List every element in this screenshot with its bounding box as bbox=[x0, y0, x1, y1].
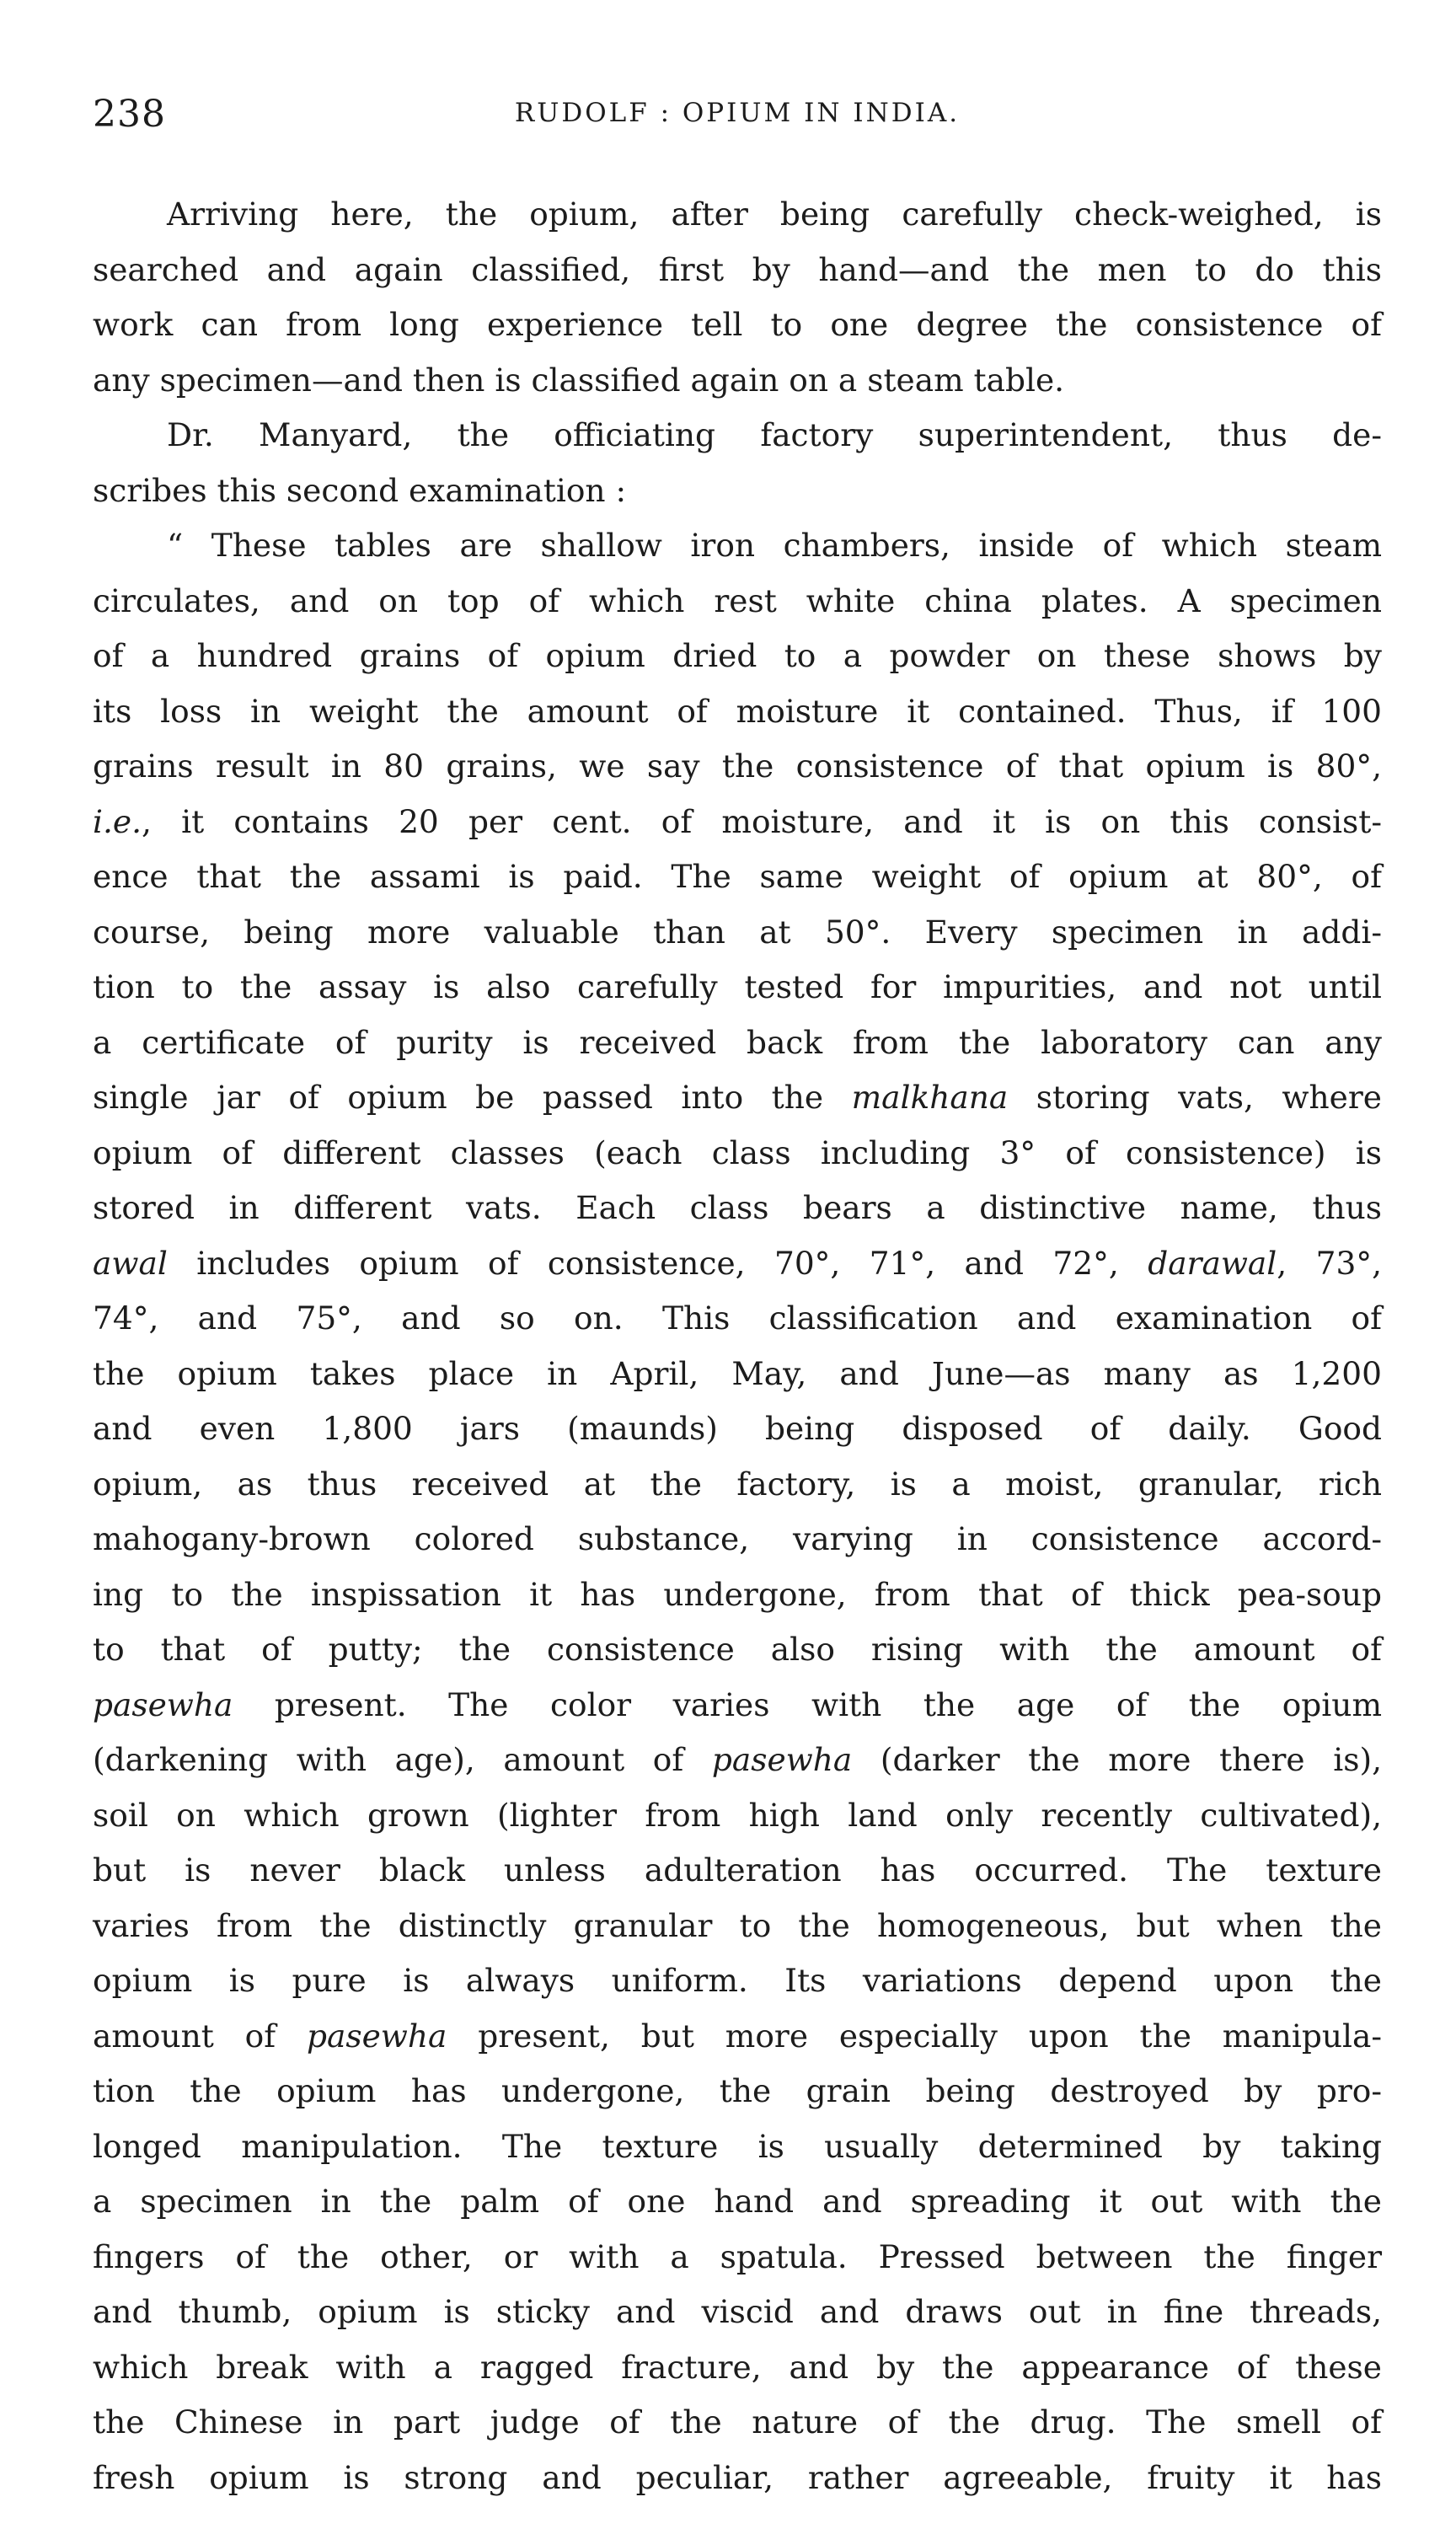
text-line: stored in different vats. Each class bears a distinctive name, thus bbox=[93, 1189, 1382, 1226]
text-line: of a hundred grains of opium dried to a powder on these shows by bbox=[93, 637, 1382, 674]
text-line: fresh opium is strong and peculiar, rather agreeable, fruity it has bbox=[93, 2458, 1382, 2496]
text-line: amount of pasewha present, but more especially upon the manipula- bbox=[93, 2017, 1382, 2055]
text-line: 74°, and 75°, and so on. This classification and examination of bbox=[93, 1299, 1382, 1337]
text-line: scribes this second examination : bbox=[93, 471, 627, 509]
text-line: opium, as thus received at the factory, is a moist, granular, rich bbox=[93, 1465, 1382, 1503]
text-line: fingers of the other, or with a spatula. Pressed between the finger bbox=[93, 2237, 1382, 2275]
text-line: grains result in 80 grains, we say the consistence of that opium is 80°, bbox=[93, 747, 1382, 785]
text-line: the Chinese in part judge of the nature of the drug. The smell of bbox=[93, 2403, 1382, 2441]
text-line: (darkening with age), amount of pasewha (darker the more there is), bbox=[93, 1741, 1382, 1778]
text-line: a certificate of purity is received back from the laboratory can any bbox=[93, 1023, 1382, 1061]
text-line: course, being more valuable than at 50°. Every specimen in addi- bbox=[93, 913, 1382, 951]
text-line: a specimen in the palm of one hand and spreading it out with the bbox=[93, 2183, 1382, 2220]
text-line: which break with a ragged fracture, and by the appearance of these bbox=[93, 2348, 1382, 2386]
text-line: its loss in weight the amount of moisture it contained. Thus, if 100 bbox=[93, 692, 1382, 730]
page-number: 238 bbox=[93, 93, 166, 136]
text-line: i.e., it contains 20 per cent. of moisture, and it is on this consist- bbox=[93, 802, 1382, 840]
text-line: ence that the assami is paid. The same weight of opium at 80°, of bbox=[93, 858, 1382, 895]
text-line: longed manipulation. The texture is usually determined by taking bbox=[93, 2127, 1382, 2165]
page-header bbox=[93, 93, 1382, 143]
text-line: circulates, and on top of which rest white china plates. A specimen bbox=[93, 581, 1382, 619]
running-head: RUDOLF : OPIUM IN INDIA. bbox=[514, 98, 961, 128]
text-line: and even 1,800 jars (maunds) being disposed of daily. Good bbox=[93, 1410, 1382, 1447]
text-line: “ These tables are shallow iron chambers, inside of which steam bbox=[167, 527, 1382, 564]
text-line: soil on which grown (lighter from high land only recently cultivated), bbox=[93, 1796, 1382, 1834]
text-line: and thumb, opium is sticky and viscid and draws out in fine threads, bbox=[93, 2293, 1382, 2330]
text-line: any specimen—and then is classified again on a steam table. bbox=[93, 361, 1065, 399]
text-line: mahogany-brown colored substance, varying in consistence accord- bbox=[93, 1520, 1382, 1557]
text-line: the opium takes place in April, May, and June—as many as 1,200 bbox=[93, 1354, 1382, 1392]
text-line: opium is pure is always uniform. Its variations depend upon the bbox=[93, 1962, 1382, 1999]
text-line: searched and again classified, first by hand—and the men to do this bbox=[93, 250, 1382, 288]
text-line: work can from long experience tell to one degree the consistence of bbox=[93, 306, 1382, 343]
text-line: varies from the distinctly granular to the homogeneous, but when the bbox=[93, 1906, 1382, 1944]
text-line: awal includes opium of consistence, 70°, 71°, and 72°, darawal, 73°, bbox=[93, 1244, 1382, 1282]
text-line: pasewha present. The color varies with the age of the opium bbox=[93, 1685, 1382, 1723]
text-line: to that of putty; the consistence also rising with the amount of bbox=[93, 1631, 1382, 1668]
body-text bbox=[93, 187, 1382, 2505]
text-line: opium of different classes (each class including 3° of consistence) is bbox=[93, 1133, 1382, 1171]
text-line: but is never black unless adulteration has occurred. The texture bbox=[93, 1851, 1382, 1889]
text-line: tion the opium has undergone, the grain being destroyed by pro- bbox=[93, 2072, 1382, 2109]
text-line: Arriving here, the opium, after being carefully check-weighed, is bbox=[167, 196, 1382, 233]
text-line: Dr. Manyard, the officiating factory superintendent, thus de- bbox=[167, 416, 1382, 453]
text-line: single jar of opium be passed into the malkhana storing vats, where bbox=[93, 1079, 1382, 1116]
text-line: tion to the assay is also carefully tested for impurities, and not until bbox=[93, 968, 1382, 1005]
text-line: ing to the inspissation it has undergone, from that of thick pea-soup bbox=[93, 1575, 1382, 1613]
